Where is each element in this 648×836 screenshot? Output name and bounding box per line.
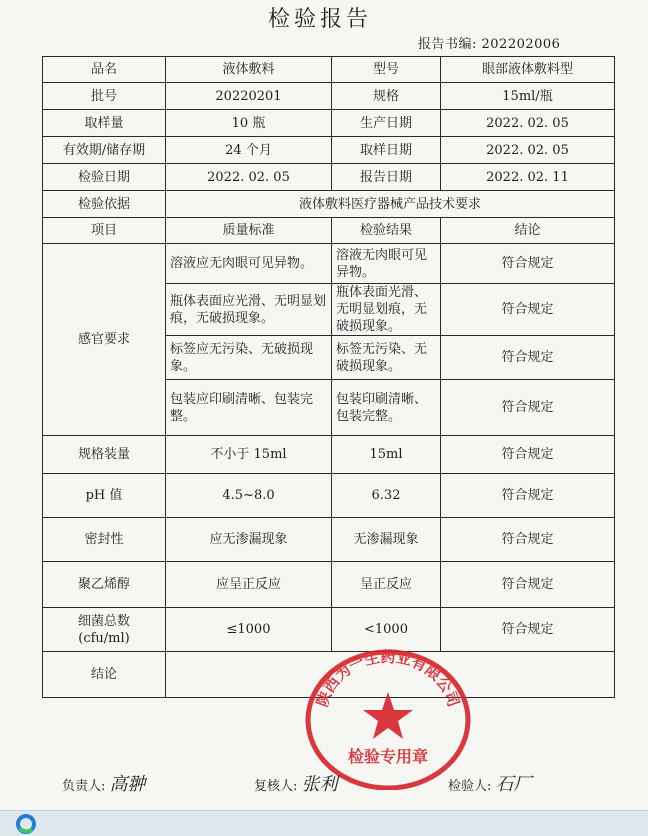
sensory-conclusion: 符合规定 [441, 380, 615, 436]
responsible-block [62, 770, 146, 796]
sensory-conclusion: 符合规定 [441, 244, 615, 284]
sensory-conclusion: 符合规定 [441, 284, 615, 336]
responsible-label: 负责人: [62, 779, 106, 794]
row-validity [43, 137, 615, 164]
test-conclusion: 符合规定 [441, 474, 615, 518]
sensory-result: 包装印刷清晰、包装完整。 [332, 380, 441, 436]
test-standard: 应无渗漏现象 [166, 518, 332, 562]
test-conclusion: 符合规定 [441, 562, 615, 608]
test-standard: 4.5~8.0 [166, 474, 332, 518]
test-result: 呈正反应 [332, 562, 441, 608]
header-item: 项目 [43, 218, 166, 244]
test-result: <1000 [332, 608, 441, 652]
sampling-date-label: 取样日期 [332, 137, 441, 164]
reviewer-label: 复核人: [254, 779, 298, 794]
test-item: 细菌总数 (cfu/ml) [43, 608, 166, 652]
test-row [43, 474, 615, 518]
report-title: 检验报告 [267, 7, 372, 32]
test-conclusion: 符合规定 [441, 608, 615, 652]
batch-value: 20220201 [166, 83, 332, 110]
sample-qty-value: 10 瓶 [166, 110, 332, 137]
reviewer-signature: 张利 [301, 774, 338, 795]
test-row [43, 436, 615, 474]
inspector-label: 检验人: [448, 779, 492, 794]
test-standard: 不小于 15ml [166, 436, 332, 474]
model-value: 眼部液体敷料型 [441, 57, 615, 83]
final-value [166, 652, 615, 698]
test-item: 聚乙烯醇 [43, 562, 166, 608]
spec-value: 15ml/瓶 [441, 83, 615, 110]
sensory-row [43, 244, 615, 284]
sensory-result: 瓶体表面光滑、无明显划痕，无破损现象。 [332, 284, 441, 336]
sensory-label: 感官要求 [43, 244, 166, 436]
test-item: 规格装量 [43, 436, 166, 474]
basis-label: 检验依据 [43, 191, 166, 218]
batch-label: 批号 [43, 83, 166, 110]
test-item: 密封性 [43, 518, 166, 562]
row-basis [43, 191, 615, 218]
row-dates [43, 164, 615, 191]
spec-label: 规格 [332, 83, 441, 110]
model-label: 型号 [332, 57, 441, 83]
seal-company-text: 陕西为一生药业有限公司 [313, 647, 463, 710]
report-date-label: 报告日期 [332, 164, 441, 191]
sensory-result: 溶液无肉眼可见异物。 [332, 244, 441, 284]
seal-star-icon [363, 692, 413, 739]
test-result: 6.32 [332, 474, 441, 518]
test-result: 15ml [332, 436, 441, 474]
test-row [43, 562, 615, 608]
validity-value: 24 个月 [166, 137, 332, 164]
product-label: 品名 [43, 57, 166, 83]
header-conclusion: 结论 [441, 218, 615, 244]
report-date-value: 2022. 02. 11 [441, 164, 615, 191]
inspector-signature: 石厂 [495, 774, 532, 795]
reviewer-block [254, 770, 338, 796]
test-date-value: 2022. 02. 05 [166, 164, 332, 191]
row-headers [43, 218, 615, 244]
taskbar [0, 810, 648, 836]
report-table [42, 56, 615, 698]
sampling-date-value: 2022. 02. 05 [441, 137, 615, 164]
row-product [43, 57, 615, 83]
final-label: 结论 [43, 652, 166, 698]
row-batch [43, 83, 615, 110]
row-sample [43, 110, 615, 137]
prod-date-label: 生产日期 [332, 110, 441, 137]
test-standard: 应呈正反应 [166, 562, 332, 608]
report-number: 报告书编: 202202006 [418, 37, 561, 52]
test-conclusion: 符合规定 [441, 436, 615, 474]
test-standard: ≤1000 [166, 608, 332, 652]
sample-qty-label: 取样量 [43, 110, 166, 137]
test-item: pH 值 [43, 474, 166, 518]
sensory-standard: 瓶体表面应光滑、无明显划痕，无破损现象。 [166, 284, 332, 336]
sensory-result: 标签无污染、无破损现象。 [332, 336, 441, 380]
prod-date-value: 2022. 02. 05 [441, 110, 615, 137]
sensory-standard: 包装应印刷清晰、包装完整。 [166, 380, 332, 436]
test-row [43, 608, 615, 652]
seal-caption: 检验专用章 [347, 747, 429, 766]
responsible-signature: 高翀 [109, 774, 146, 795]
header-standard: 质量标准 [166, 218, 332, 244]
test-date-label: 检验日期 [43, 164, 166, 191]
test-row [43, 518, 615, 562]
sensory-standard: 溶液应无肉眼可见异物。 [166, 244, 332, 284]
validity-label: 有效期/储存期 [43, 137, 166, 164]
edge-browser-icon[interactable] [16, 814, 36, 834]
basis-value: 液体敷料医疗器械产品技术要求 [166, 191, 615, 218]
header-result: 检验结果 [332, 218, 441, 244]
row-final [43, 652, 615, 698]
product-value: 液体敷料 [166, 57, 332, 83]
sensory-conclusion: 符合规定 [441, 336, 615, 380]
sensory-standard: 标签应无污染、无破损现象。 [166, 336, 332, 380]
test-result: 无渗漏现象 [332, 518, 441, 562]
inspector-block [448, 770, 532, 796]
test-conclusion: 符合规定 [441, 518, 615, 562]
